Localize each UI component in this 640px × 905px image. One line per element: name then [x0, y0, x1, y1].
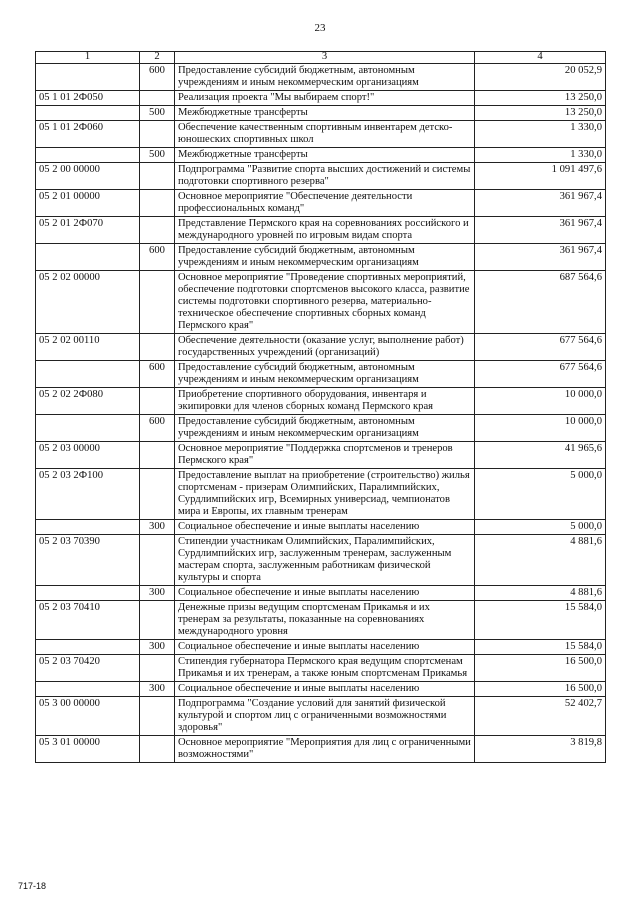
name-cell: Предоставление субсидий бюджетным, автономным учреждениям и иным некоммерческим организациям: [175, 415, 475, 442]
code-cell: 05 2 00 00000: [36, 163, 140, 190]
vr-cell: 500: [140, 106, 175, 121]
vr-cell: 500: [140, 148, 175, 163]
amount-cell: 10 000,0: [475, 388, 606, 415]
amount-cell: 5 000,0: [475, 469, 606, 520]
vr-cell: [140, 388, 175, 415]
amount-cell: 677 564,6: [475, 361, 606, 388]
table-row: [36, 190, 606, 217]
amount-cell: 3 819,8: [475, 736, 606, 763]
table-row: [36, 442, 606, 469]
amount-cell: 13 250,0: [475, 91, 606, 106]
code-cell: 05 1 01 2Ф050: [36, 91, 140, 106]
code-cell: [36, 361, 140, 388]
code-cell: 05 3 00 00000: [36, 697, 140, 736]
amount-cell: 16 500,0: [475, 655, 606, 682]
table-row: [36, 469, 606, 520]
table-row: [36, 148, 606, 163]
vr-cell: 600: [140, 244, 175, 271]
name-cell: Предоставление субсидий бюджетным, автономным учреждениям и иным некоммерческим организациям: [175, 361, 475, 388]
code-cell: [36, 244, 140, 271]
vr-cell: 300: [140, 640, 175, 655]
vr-cell: 600: [140, 64, 175, 91]
amount-cell: 13 250,0: [475, 106, 606, 121]
name-cell: Предоставление выплат на приобретение (строительство) жилья спортсменам - призерам Олимпийских, Паралимпийских, Сурдлимпийских игр, Всемирных универсиад, чемпионатов мира и Европы, их главным тренерам: [175, 469, 475, 520]
vr-cell: [140, 163, 175, 190]
name-cell: Подпрограмма "Создание условий для занятий физической культурой и спортом лиц с ограниченными возможностями здоровья": [175, 697, 475, 736]
table-row: [36, 361, 606, 388]
name-cell: Основное мероприятие "Обеспечение деятельности профессиональных команд": [175, 190, 475, 217]
table-body: [36, 64, 606, 763]
vr-cell: [140, 736, 175, 763]
table-row: [36, 640, 606, 655]
vr-cell: 300: [140, 586, 175, 601]
code-cell: [36, 640, 140, 655]
name-cell: Денежные призы ведущим спортсменам Прикамья и их тренерам за результаты, показанные на соревнованиях международного уровня: [175, 601, 475, 640]
code-cell: [36, 64, 140, 91]
table-row: [36, 415, 606, 442]
header-col-3: 3: [175, 52, 475, 64]
table-row: [36, 388, 606, 415]
amount-cell: 15 584,0: [475, 640, 606, 655]
name-cell: Обеспечение деятельности (оказание услуг, выполнение работ) государственных учреждений (организаций): [175, 334, 475, 361]
name-cell: Межбюджетные трансферты: [175, 148, 475, 163]
amount-cell: 5 000,0: [475, 520, 606, 535]
table-row: [36, 601, 606, 640]
header-col-1: 1: [36, 52, 140, 64]
code-cell: 05 2 03 70410: [36, 601, 140, 640]
name-cell: Межбюджетные трансферты: [175, 106, 475, 121]
table-row: [36, 535, 606, 586]
header-col-2: 2: [140, 52, 175, 64]
code-cell: 05 2 01 00000: [36, 190, 140, 217]
vr-cell: [140, 217, 175, 244]
amount-cell: 1 330,0: [475, 148, 606, 163]
vr-cell: 300: [140, 682, 175, 697]
amount-cell: 52 402,7: [475, 697, 606, 736]
vr-cell: [140, 601, 175, 640]
code-cell: [36, 682, 140, 697]
name-cell: Предоставление субсидий бюджетным, автономным учреждениям и иным некоммерческим организациям: [175, 244, 475, 271]
amount-cell: 361 967,4: [475, 217, 606, 244]
amount-cell: 677 564,6: [475, 334, 606, 361]
header-col-4: 4: [475, 52, 606, 64]
page-number: 23: [314, 22, 326, 34]
footer-doc-number: 717-18: [18, 881, 47, 891]
table-row: [36, 586, 606, 601]
table-row: [36, 682, 606, 697]
vr-cell: [140, 535, 175, 586]
table-row: [36, 121, 606, 148]
name-cell: Предоставление субсидий бюджетным, автономным учреждениям и иным некоммерческим организациям: [175, 64, 475, 91]
vr-cell: 600: [140, 415, 175, 442]
vr-cell: [140, 469, 175, 520]
name-cell: Социальное обеспечение и иные выплаты населению: [175, 682, 475, 697]
vr-cell: [140, 655, 175, 682]
amount-cell: 361 967,4: [475, 190, 606, 217]
amount-cell: 1 330,0: [475, 121, 606, 148]
name-cell: Основное мероприятие "Мероприятия для лиц с ограниченными возможностями": [175, 736, 475, 763]
table-row: [36, 736, 606, 763]
name-cell: Социальное обеспечение и иные выплаты населению: [175, 520, 475, 535]
code-cell: 05 2 03 2Ф100: [36, 469, 140, 520]
vr-cell: [140, 91, 175, 106]
code-cell: [36, 520, 140, 535]
table-row: [36, 520, 606, 535]
table-row: [36, 217, 606, 244]
amount-cell: 4 881,6: [475, 586, 606, 601]
amount-cell: 41 965,6: [475, 442, 606, 469]
code-cell: 05 1 01 2Ф060: [36, 121, 140, 148]
code-cell: 05 2 02 00110: [36, 334, 140, 361]
table-row: [36, 697, 606, 736]
amount-cell: 361 967,4: [475, 244, 606, 271]
vr-cell: 600: [140, 361, 175, 388]
amount-cell: 1 091 497,6: [475, 163, 606, 190]
name-cell: Социальное обеспечение и иные выплаты населению: [175, 640, 475, 655]
table-row: [36, 163, 606, 190]
name-cell: Представление Пермского края на соревнованиях российского и международного уровней по игровым видам спорта: [175, 217, 475, 244]
name-cell: Социальное обеспечение и иные выплаты населению: [175, 586, 475, 601]
name-cell: Подпрограмма "Развитие спорта высших достижений и системы подготовки спортивного резерва": [175, 163, 475, 190]
amount-cell: 16 500,0: [475, 682, 606, 697]
table-row: [36, 655, 606, 682]
vr-cell: [140, 121, 175, 148]
code-cell: 05 2 02 2Ф080: [36, 388, 140, 415]
vr-cell: [140, 190, 175, 217]
table-row: [36, 64, 606, 91]
code-cell: 05 3 01 00000: [36, 736, 140, 763]
code-cell: 05 2 03 00000: [36, 442, 140, 469]
vr-cell: [140, 697, 175, 736]
vr-cell: [140, 271, 175, 334]
code-cell: [36, 415, 140, 442]
name-cell: Обеспечение качественным спортивным инвентарем детско-юношеских спортивных школ: [175, 121, 475, 148]
vr-cell: 300: [140, 520, 175, 535]
code-cell: [36, 586, 140, 601]
amount-cell: 15 584,0: [475, 601, 606, 640]
name-cell: Реализация проекта "Мы выбираем спорт!": [175, 91, 475, 106]
code-cell: 05 2 03 70420: [36, 655, 140, 682]
code-cell: [36, 106, 140, 121]
code-cell: 05 2 02 00000: [36, 271, 140, 334]
header-row: [36, 52, 606, 64]
name-cell: Стипендии участникам Олимпийских, Паралимпийских, Сурдлимпийских игр, заслуженным тренерам, заслуженным мастерам спорта, заслуженным работникам физической культуры и спорта: [175, 535, 475, 586]
code-cell: 05 2 03 70390: [36, 535, 140, 586]
name-cell: Основное мероприятие "Проведение спортивных мероприятий, обеспечение подготовки спортсменов высокого класса, развитие системы подготовки спортивного резерва, материально-техническое обеспечение спортивных сборных команд Пермского края": [175, 271, 475, 334]
table-row: [36, 271, 606, 334]
name-cell: Стипендия губернатора Пермского края ведущим спортсменам Прикамья и их тренерам, а также юным спортсменам Прикамья: [175, 655, 475, 682]
name-cell: Основное мероприятие "Поддержка спортсменов и тренеров Пермского края": [175, 442, 475, 469]
amount-cell: 4 881,6: [475, 535, 606, 586]
table-row: [36, 106, 606, 121]
table-row: [36, 334, 606, 361]
code-cell: [36, 148, 140, 163]
code-cell: 05 2 01 2Ф070: [36, 217, 140, 244]
vr-cell: [140, 334, 175, 361]
budget-table: [35, 51, 606, 763]
vr-cell: [140, 442, 175, 469]
amount-cell: 20 052,9: [475, 64, 606, 91]
table-row: [36, 244, 606, 271]
amount-cell: 10 000,0: [475, 415, 606, 442]
amount-cell: 687 564,6: [475, 271, 606, 334]
name-cell: Приобретение спортивного оборудования, инвентаря и экипировки для членов сборных команд Пермского края: [175, 388, 475, 415]
table-row: [36, 91, 606, 106]
